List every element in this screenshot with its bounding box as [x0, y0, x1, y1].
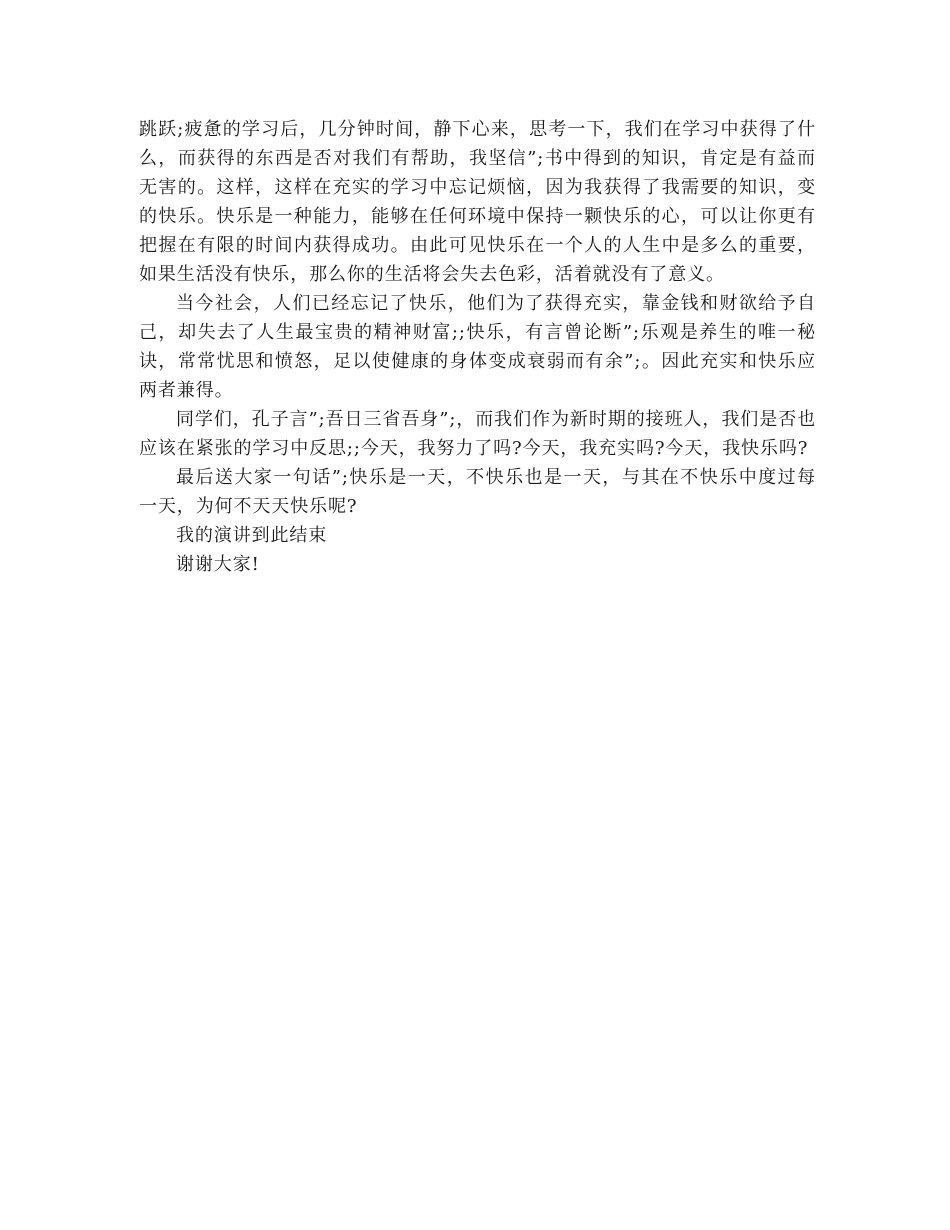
paragraph-society: 当今社会，人们已经忘记了快乐，他们为了获得充实，靠金钱和财欲给予自己，却失去了人生最宝贵的精神财富;;快乐，有言曾论断”;乐观是养生的唯一秘诀，常常忧思和愤怒，足以使健康的身体变成衰弱而有余”;。因此充实和快乐应两者兼得。: [139, 293, 816, 401]
paragraph-closing-words: 最后送大家一句话”;快乐是一天，不快乐也是一天，与其在不快乐中度过每一天，为何不天天快乐呢?: [139, 467, 816, 517]
paragraph-thanks: 谢谢大家!: [176, 554, 260, 575]
paragraph-continued: 跳跃;疲惫的学习后，几分钟时间，静下心来，思考一下，我们在学习中获得了什么，而获得的东西是否对我们有帮助，我坚信”;书中得到的知识，肯定是有益而无害的。这样，这样在充实的学习中忘记烦恼，因为我获得了我需要的知识，变的快乐。快乐是一种能力，能够在任何环境中保持一颗快乐的心，可以让你更有把握在有限的时间内获得成功。由此可见快乐在一个人的人生中是多么的重要，如果生活没有快乐，那么你的生活将会失去色彩，活着就没有了意义。: [139, 119, 816, 285]
document-body: [139, 115, 816, 579]
paragraph-confucius: 同学们，孔子言”;吾日三省吾身”;，而我们作为新时期的接班人，我们是否也应该在紧张的学习中反思;;今天，我努力了吗?今天，我充实吗?今天，我快乐吗?: [139, 409, 816, 459]
paragraph-end-of-speech: 我的演讲到此结束: [176, 525, 328, 546]
